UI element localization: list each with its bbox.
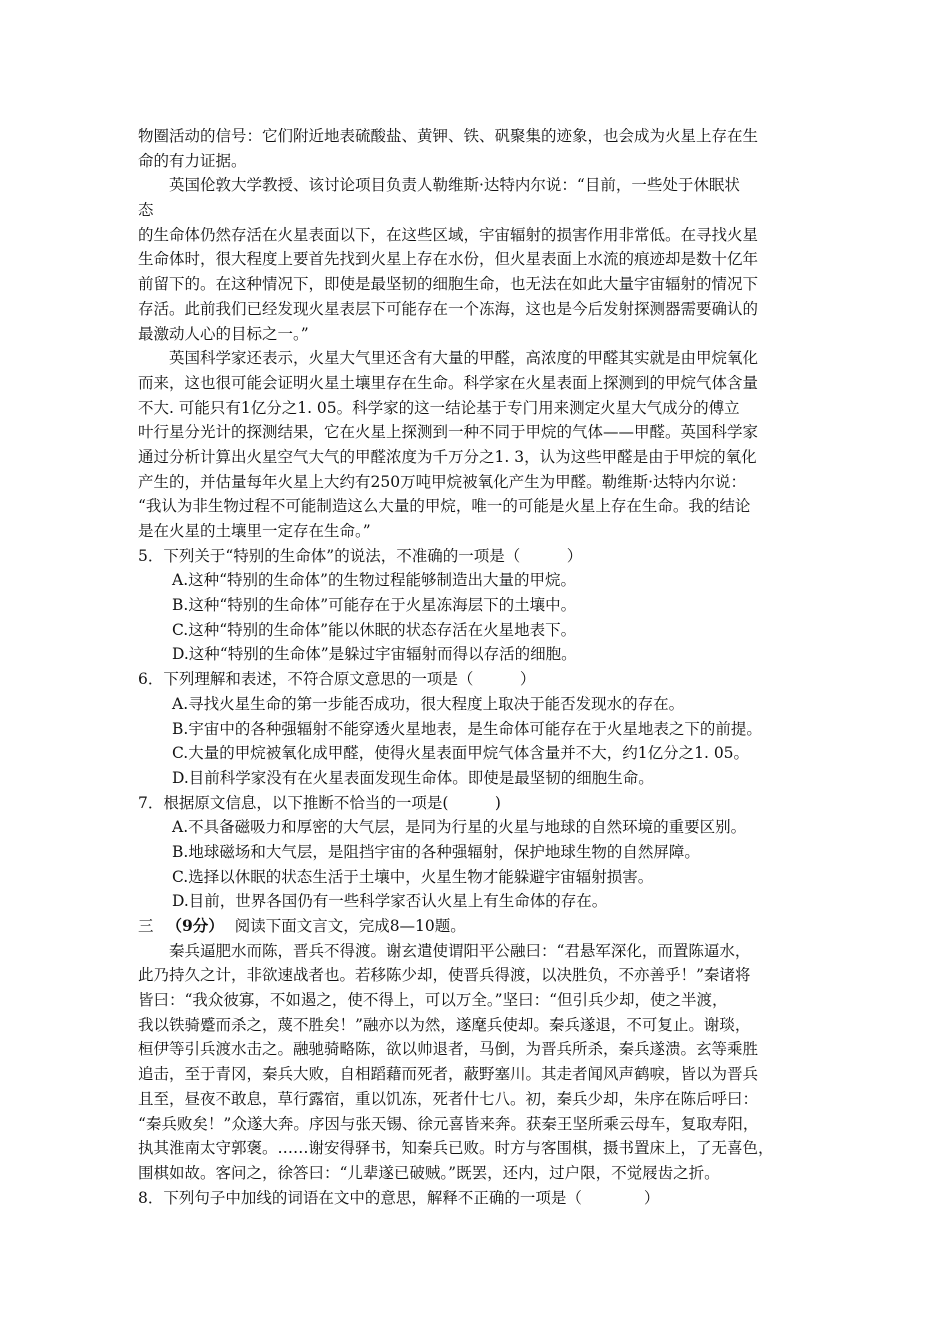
passage-paragraph-3 (138, 346, 828, 544)
option-d: D.这种“特别的生命体”是躲过宇宙辐射而得以存活的细胞。 (172, 645, 577, 664)
classical-passage (138, 939, 828, 1186)
text-line: 而来，这也很可能会证明火星土壤里存在生命。科学家在火星表面上探测到的甲烷气体含量 (138, 373, 759, 392)
option-b: B.地球磁场和大气层，是阻挡宇宙的各种强辐射，保护地球生物的自然屏障。 (172, 842, 700, 861)
question-stem: 5．下列关于“特别的生命体”的说法，不准确的一项是（ ） (138, 546, 583, 565)
text-line: 秦兵逼肥水而陈，晋兵不得渡。谢玄遣使谓阳平公融曰：“君悬军深化，而置陈逼水， (169, 941, 751, 960)
option-c: C.大量的甲烷被氧化成甲醛，使得火星表面甲烷气体含量并不大，约1亿分之1. 05。 (172, 744, 750, 763)
option-a: A.不具备磁吸力和厚密的大气层，是同为行星的火星与地球的自然环境的重要区别。 (172, 818, 747, 837)
passage-paragraph-1 (138, 124, 828, 173)
text-line: 追击，至于青冈，秦兵大败，自相蹈藉而死者，蔽野塞川。其走者闻风声鹤唳，皆以为晋兵 (138, 1065, 759, 1084)
text-line: 英国伦敦大学教授、该讨论项目负责人勒维斯·达特内尔说：“目前，一些处于休眠状 (169, 176, 740, 195)
text-line: 命的有力证据。 (138, 151, 247, 170)
text-line: 态 (138, 201, 154, 220)
question-stem: 6．下列理解和表述，不符合原文意思的一项是（ ） (138, 670, 536, 689)
text-line: 叶行星分光计的探测结果，它在火星上探测到一种不同于甲烷的气体——甲醛。英国科学家 (138, 423, 759, 442)
text-line: 是在火星的土壤里一定存在生命。” (138, 522, 371, 540)
text-line: 桓伊等引兵渡水击之。融驰骑略陈，欲以帅退者，马倒，为晋兵所杀，秦兵遂溃。玄等乘胜 (138, 1040, 759, 1059)
text-line: 执其淮南太守郭褒。……谢安得驿书，知秦兵已败。时方与客围棋，摄书置床上，了无喜色， (138, 1139, 774, 1158)
option-c: C.这种“特别的生命体”能以休眠的状态存活在火星地表下。 (172, 620, 577, 639)
text-line: 物圈活动的信号：它们附近地表硫酸盐、黄钾、铁、矾聚集的迹象，也会成为火星上存在生 (138, 127, 759, 145)
text-line: 我以铁骑蹙而杀之，蔑不胜矣！”融亦以为然，遂麾兵使却。秦兵遂退，不可复止。谢琰， (138, 1015, 751, 1034)
option-c: C.选择以休眠的状态生活于土壤中，火星生物才能躲避宇宙辐射损害。 (172, 867, 654, 886)
option-d: D.目前科学家没有在火星表面发现生命体。即使是最坚韧的细胞生命。 (172, 768, 654, 787)
text-line: 前留下的。在这种情况下，即使是最坚韧的细胞生命，也无法在如此大量宇宙辐射的情况下 (138, 275, 759, 294)
option-a: A.寻找火星生命的第一步能否成功，很大程度上取决于能否发现水的存在。 (172, 694, 685, 713)
text-line: 此乃持久之计，非欲速战者也。若移陈少却，使晋兵得渡，以决胜负，不亦善乎！”秦诸将 (138, 966, 751, 985)
text-line: 最激动人心的目标之一。” (138, 324, 309, 343)
option-a: A.这种“特别的生命体”的生物过程能够制造出大量的甲烷。 (172, 571, 576, 590)
text-line: 围棋如故。客问之，徐答曰：“儿辈遂已破贼。”既罢，还内，过户限，不觉屐齿之折。 (138, 1163, 720, 1182)
section-score: （9分） (166, 916, 224, 935)
question-7 (138, 791, 828, 914)
question-6 (138, 667, 828, 790)
question-8-stem: 8．下列句子中加线的词语在文中的意思，解释不正确的一项是（ ） (138, 1188, 660, 1207)
section-heading (138, 914, 828, 939)
option-b: B.宇宙中的各种强辐射不能穿透火星地表，是生命体可能存在于火星地表之下的前提。 (172, 719, 762, 738)
question-5 (138, 544, 828, 667)
text-line: 的生命体仍然存活在火星表面以下，在这些区域，宇宙辐射的损害作用非常低。在寻找火星 (138, 225, 759, 244)
text-line: 不大. 可能只有1亿分之1. 05。科学家的这一结论基于专门用来测定火星大气成分的傅立 (138, 398, 740, 417)
section-instruction: 阅读下面文言文，完成8—10题。 (234, 917, 466, 935)
text-line: 通过分析计算出火星空气大气的甲醛浓度为千万分之1. 3，认为这些甲醛是由于甲烷的氧化 (138, 447, 757, 466)
text-line: 英国科学家还表示，火星大气里还含有大量的甲醛，高浓度的甲醛其实就是由甲烷氧化 (169, 349, 759, 368)
text-line: “我认为非生物过程不可能制造这么大量的甲烷，唯一的可能是火星上存在生命。我的结论 (138, 497, 751, 516)
text-line: “秦兵败矣！”众遂大奔。序因与张天锡、徐元喜皆来奔。获秦王坚所乘云母车，复取寿阳， (138, 1114, 759, 1133)
text-line: 且至，昼夜不敢息，草行露宿，重以饥冻，死者什七八。初，秦兵少却，朱序在陈后呼曰： (138, 1089, 759, 1108)
section-number: 三 (138, 917, 154, 935)
text-line: 皆曰：“我众彼寡，不如遏之，使不得上，可以万全。”坚曰：“但引兵少却，使之半渡， (138, 991, 728, 1010)
option-d: D.目前，世界各国仍有一些科学家否认火星上有生命体的存在。 (172, 892, 608, 911)
option-b: B.这种“特别的生命体”可能存在于火星冻海层下的土壤中。 (172, 596, 577, 615)
passage-paragraph-2 (138, 173, 828, 346)
exam-page (138, 124, 828, 1210)
question-stem: 7．根据原文信息，以下推断不恰当的一项是( ) (138, 793, 501, 812)
text-line: 生命体时，很大程度上要首先找到火星上存在水份，但火星表面上水流的痕迹却是数十亿年 (138, 250, 759, 269)
text-line: 产生的，并估量每年火星上大约有250万吨甲烷被氧化产生为甲醛。勒维斯·达特内尔说： (138, 472, 747, 491)
text-line: 存活。此前我们已经发现火星表层下可能存在一个冻海，这也是今后发射探测器需要确认的 (138, 299, 759, 318)
